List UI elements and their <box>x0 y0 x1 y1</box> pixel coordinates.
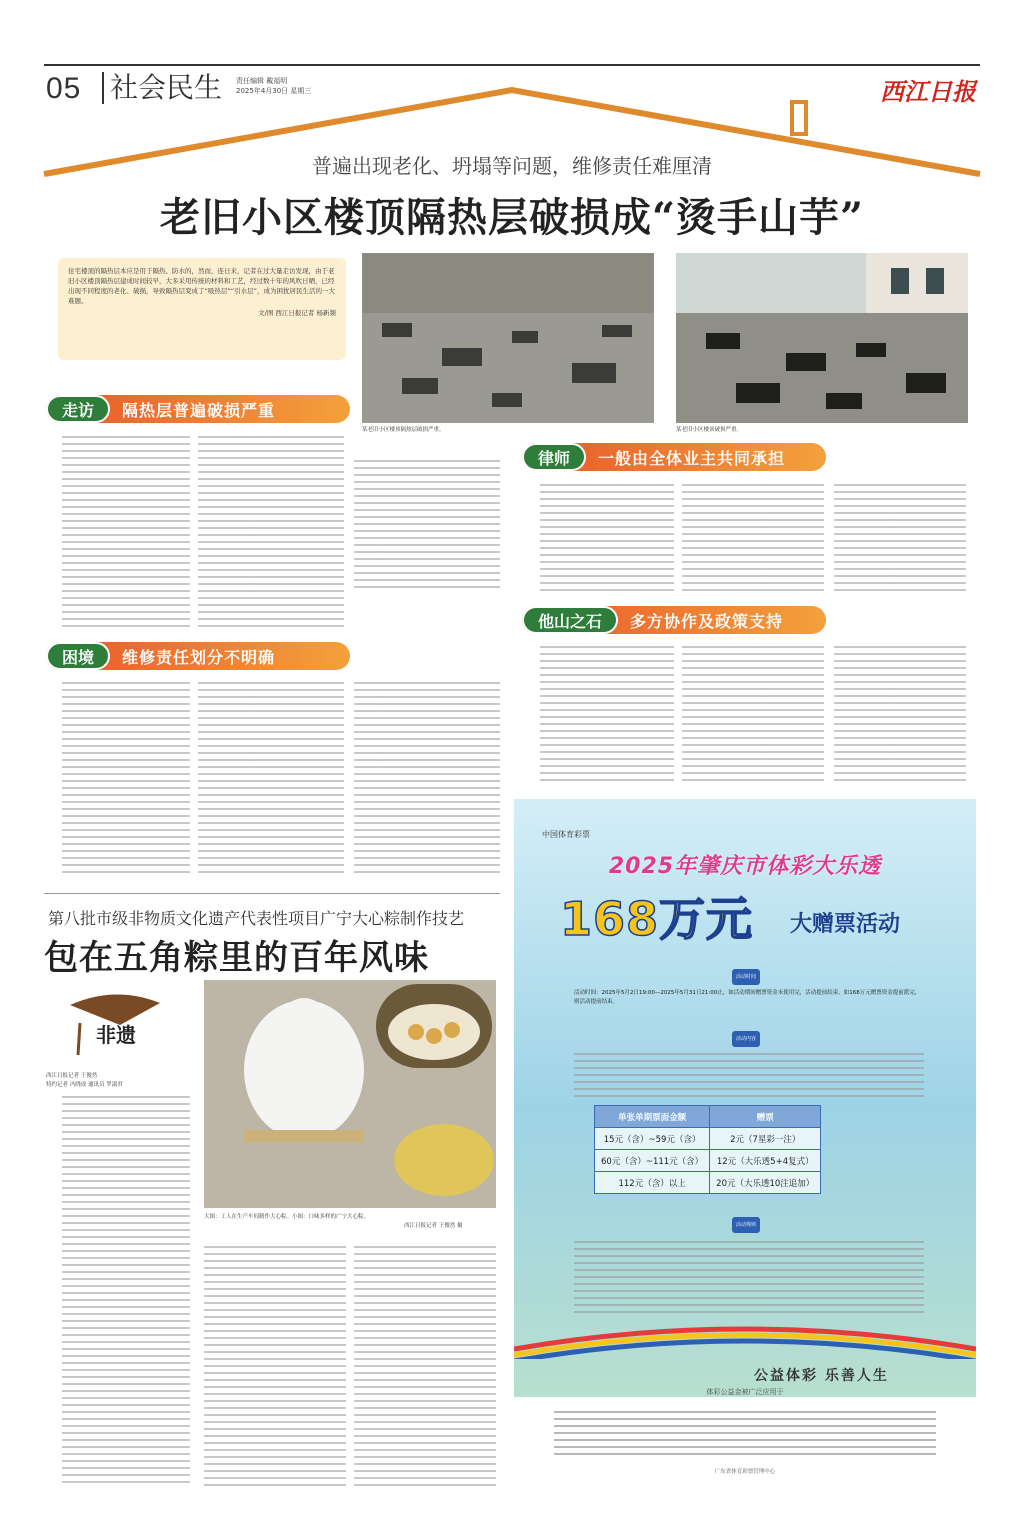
article-text-column <box>354 682 500 878</box>
ad-gift-table <box>594 1105 821 1194</box>
ad-footer-title: 体彩公益金被广泛应用于 <box>706 1388 784 1396</box>
ad-slogan: 公益体彩 乐善人生 <box>754 1368 889 1384</box>
table-row <box>595 1150 821 1172</box>
table-cell: 112元（含）以上 <box>595 1172 710 1194</box>
article-text-column <box>682 646 824 782</box>
rooftop-photo-1-caption: 某老旧小区楼顶隔热层破损严重。 <box>362 427 445 433</box>
article-text-column <box>62 1096 190 1486</box>
ad-organization: 广东省体育彩票管理中心 <box>714 1469 776 1475</box>
article-text-column <box>198 436 344 632</box>
section-name: 社会民生 <box>102 72 222 104</box>
table-cell: 20元（大乐透10注追加） <box>710 1172 821 1194</box>
table-cell: 12元（大乐透5+4复式） <box>710 1150 821 1172</box>
table-cell: 15元（含）~59元（含） <box>595 1128 710 1150</box>
lead-subtitle: 普遍出现老化、坍塌等问题，维修责任难厘清 <box>312 154 712 178</box>
ad-icon-row <box>554 1411 936 1455</box>
rooftop-photo-2-image <box>676 253 968 423</box>
section-title: 维修责任划分不明确 <box>122 647 276 667</box>
zongzi-photo-credit: 西江日报记者 王俊然 摄 <box>404 1223 463 1229</box>
article-text-column <box>354 460 500 590</box>
editor-line: 责任编辑 戴福明 <box>236 77 288 85</box>
story-divider <box>44 893 500 894</box>
rooftop-photo-1-image <box>362 253 654 423</box>
ad-amount: 168万元 <box>560 892 754 946</box>
section-tag: 困境 <box>46 642 110 670</box>
table-row <box>595 1172 821 1194</box>
section-tag: 律师 <box>522 443 586 471</box>
article-text-column <box>834 484 966 594</box>
article-text-column <box>834 646 966 782</box>
article-text-column <box>62 436 190 632</box>
lead-headline: 老旧小区楼顶隔热层破损成“烫手山芋” <box>159 194 864 241</box>
section-bar-reference <box>522 606 826 634</box>
zongzi-byline <box>46 1072 123 1090</box>
zongzi-subtitle: 第八批市级非物质文化遗产代表性项目广宁大心粽制作技艺 <box>48 909 465 928</box>
section-bar-lawyer <box>522 443 826 471</box>
ad-subtitle: 大赠票活动 <box>790 912 901 937</box>
ad-content-text <box>574 1053 924 1097</box>
header-rule <box>44 64 980 66</box>
ad-section-label: 活动内容 <box>732 1031 760 1047</box>
rooftop-photo-1 <box>362 253 654 423</box>
article-text-column <box>198 682 344 878</box>
ad-lottery-logo: 中国体育彩票 <box>542 830 590 839</box>
date-line: 2025年4月30日 星期三 <box>236 87 312 95</box>
ad-time-text: 活动时间：2025年5月2日19:00—2025年5月31日21:00止，如活动期间赠票资金未使用完，活动提前结束。如168万元赠票资金提前派完，则活动提前结束。 <box>574 990 921 1005</box>
table-header: 单张单期票面金额 <box>595 1106 710 1128</box>
ad-section-label: 活动规则 <box>732 1217 760 1233</box>
section-tag: 走访 <box>46 395 110 423</box>
table-header: 赠票 <box>710 1106 821 1128</box>
ad-title: 2025年肇庆市体彩大乐透 <box>608 854 882 879</box>
lead-intro-text: 住宅楼顶的隔热层本应是用于隔热、防水的，然而，连日来，记者在过大量走访发现，由于老旧小区楼顶隔热层建成时间较早，大多采用传统的材料和工艺，经过数十年的风吹日晒，已经出现不同程度的老化、破损，导致隔热层变成了“吸热层”“引水层”，成为困扰居民生活的一大难题。 <box>68 267 335 305</box>
section-bar-dilemma <box>46 642 350 670</box>
lead-byline: 文/图 西江日报记者 杨新频 <box>258 309 336 317</box>
rainbow-stripe <box>514 1319 976 1359</box>
lead-intro-box <box>58 258 346 360</box>
masthead-logo: 西江日报 <box>880 77 976 106</box>
feiyi-logo-text: 非遗 <box>96 1023 136 1047</box>
article-text-column <box>204 1246 346 1486</box>
lottery-ad <box>514 799 976 1483</box>
byline-line: 西江日报记者 王俊然 <box>46 1073 98 1079</box>
zongzi-photo <box>204 980 496 1208</box>
byline-line: 特约记者 冯晓成 通讯员 罗淑君 <box>46 1082 123 1088</box>
page-number: 05 <box>46 72 82 105</box>
ad-section-label: 活动时间 <box>732 969 760 985</box>
article-text-column <box>540 646 674 782</box>
feiyi-logo <box>60 985 170 1065</box>
zongzi-photo-caption: 大图：工人在生产车间制作大心粽。小图：口味多样的广宁大心粽。 <box>204 1214 370 1220</box>
zongzi-inset-photo <box>376 984 492 1068</box>
article-text-column <box>540 484 674 594</box>
rooftop-photo-2 <box>676 253 968 423</box>
article-text-column <box>62 682 190 878</box>
table-cell: 60元（含）~111元（含） <box>595 1150 710 1172</box>
section-title: 隔热层普遍破损严重 <box>122 400 276 420</box>
section-title: 一般由全体业主共同承担 <box>598 448 786 468</box>
zongzi-headline: 包在五角粽里的百年风味 <box>44 938 429 978</box>
section-title: 多方协作及政策支持 <box>630 611 784 631</box>
section-bar-visit <box>46 395 350 423</box>
table-cell: 2元（7星彩一注） <box>710 1128 821 1150</box>
ad-rules-text <box>574 1241 924 1317</box>
table-row <box>595 1128 821 1150</box>
section-tag: 他山之石 <box>522 606 618 634</box>
article-text-column <box>682 484 824 594</box>
rooftop-photo-2-caption: 某老旧小区楼顶破损严重。 <box>676 427 743 433</box>
article-text-column <box>354 1246 496 1486</box>
